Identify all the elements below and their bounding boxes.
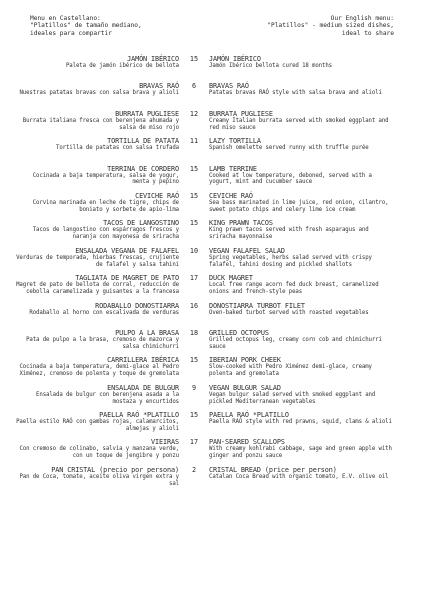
spanish-dish-name: VIEIRAS: [151, 438, 179, 447]
english-dish-description: Oven-baked turbot served with roasted vegetables: [209, 309, 369, 316]
menu-item: [0, 302, 424, 329]
menu-item: [0, 247, 424, 274]
english-description-block: [209, 329, 399, 356]
spanish-description-block: [0, 329, 179, 356]
spanish-dish-description: Pata de pulpo a la brasa, cremoso de mazorca y salsa chimichurri: [26, 336, 179, 350]
menu-items: [0, 55, 424, 493]
english-description-block: [209, 110, 399, 137]
menu-item: [0, 137, 424, 164]
spanish-dish-description: Cocinada a baja temperatura, salsa de yogur, menta y pepino: [32, 172, 179, 186]
spanish-dish-description: Ensalada de bulgur con berenjena asada a la mostaza y encurtidos: [36, 391, 179, 405]
english-dish-name: LAZY TORTILLA: [209, 137, 261, 146]
spanish-dish-name: TACOS DE LANGOSTINO: [103, 219, 179, 228]
spanish-description-block: [0, 55, 179, 82]
english-dish-description: Catalan Coca Bread with organic tomato, E.V. olive oil: [209, 473, 389, 480]
spanish-dish-description: Paella estilo RAÓ con gambas rojas, calamarcitos, almejas y alioli: [16, 419, 179, 432]
spanish-description-block: [0, 192, 179, 219]
english-description-block: [209, 192, 399, 219]
english-dish-description: With creamy kohlrabi cabbage, sage and green apple with ginger and ponzu sauce: [209, 446, 392, 460]
dish-price: 15: [189, 411, 199, 420]
english-header-line: ideal to share: [341, 29, 394, 37]
spanish-dish-description: Verduras de temporada, hierbas frescas, crujiente de falafel y salsa tahini: [16, 254, 179, 268]
english-dish-description: Paella RAÓ style with red prawns, squid, clams & alioli: [209, 419, 392, 426]
spanish-dish-description: Con cremoso de colinabo, salvia y manzana verde, con un toque de jengibre y ponzu: [19, 446, 179, 460]
dish-price: 18: [189, 328, 199, 337]
english-dish-description: Creamy Italian burrata served with smoked eggplant and red miso sauce: [209, 117, 389, 131]
spanish-dish-description: Burrata italiana fresca con berenjena ahumada y salsa de miso rojo: [22, 117, 179, 131]
menu-header: [30, 15, 394, 43]
spanish-dish-name: PULPO A LA BRASA: [115, 328, 179, 337]
english-description-block: [209, 247, 399, 274]
spanish-dish-name: TAGLIATA DE MAGRET DE PATO: [75, 274, 179, 283]
dish-price: 17: [189, 438, 199, 447]
dish-price: 16: [189, 301, 199, 310]
english-dish-name: PAELLA RAÓ *PLATILLO: [209, 411, 289, 420]
spanish-dish-name: TERRINA DE CORDERO: [107, 164, 179, 173]
dish-price: 6: [191, 82, 197, 91]
menu-item: [0, 165, 424, 192]
dish-price: 12: [189, 109, 199, 118]
menu-item: [0, 82, 424, 109]
english-dish-name: GRILLED OCTOPUS: [209, 328, 269, 337]
english-description-block: [209, 274, 399, 301]
spanish-dish-description: Paleta de jamón ibérico de bellota: [65, 63, 179, 69]
spanish-dish-name: ENSALADA VEGANA DE FALAFEL: [75, 246, 179, 255]
dish-price: 17: [189, 274, 199, 283]
english-dish-name: LAMB TERRINE: [209, 164, 257, 173]
menu-item: [0, 384, 424, 411]
spanish-dish-name: PAELLA RAÓ *PLATILLO: [99, 411, 179, 420]
english-description-block: [209, 137, 399, 164]
spanish-description-block: [0, 110, 179, 137]
spanish-dish-name: CARRILLERA IBÉRICA: [107, 356, 179, 365]
spanish-dish-name: PAN CRISTAL (precio por persona): [51, 465, 179, 474]
spanish-description-block: [0, 302, 179, 329]
english-dish-description: Vegan bulgur salad served with smoked eggplant and pickled Mediterranean vegetables: [209, 391, 376, 405]
dish-price: 11: [189, 137, 199, 146]
spanish-dish-description: Rodaballo al horno con escalivada de verduras: [29, 309, 179, 316]
spanish-description-block: [0, 247, 179, 274]
english-dish-description: Grilled octopus leg, creamy corn cob and chimichurri sauce: [209, 336, 382, 350]
english-description-block: [209, 82, 399, 109]
dish-price: 15: [189, 164, 199, 173]
spanish-dish-name: RODABALLO DONOSTIARRA: [95, 301, 179, 310]
english-description-block: [209, 356, 399, 383]
dish-price: 15: [189, 191, 199, 200]
spanish-dish-description: Tortilla de patatas con salsa trufada: [56, 145, 179, 152]
spanish-dish-name: BRAVAS RAÓ: [139, 82, 179, 91]
english-dish-description: Spanish omelette served runny with truffle purée: [209, 145, 369, 152]
english-dish-name: CRISTAL BREAD (price per person): [209, 465, 337, 474]
menu-item: [0, 466, 424, 493]
menu-item: [0, 274, 424, 301]
spanish-dish-description: Tacos de langostino con espárragos frescos y naranja con mayonesa de sriracha: [32, 227, 179, 241]
menu-item: [0, 219, 424, 246]
english-description-block: [209, 384, 399, 411]
menu-item: [0, 411, 424, 438]
spanish-description-block: [0, 274, 179, 301]
english-description-block: [209, 411, 399, 438]
spanish-dish-name: JAMÓN IBÉRICO: [127, 55, 179, 63]
spanish-header: [30, 15, 180, 37]
english-dish-description: Local free range acorn fed duck breast, caramelized onions and french-style peas: [209, 282, 379, 296]
english-dish-name: CEVICHE RAÓ: [209, 191, 253, 200]
spanish-description-block: [0, 165, 179, 192]
spanish-description-block: [0, 384, 179, 411]
english-header-line: "Platillos" - medium sized dishes,: [267, 22, 394, 30]
english-dish-description: Patatas bravas RAÓ style with salsa brava and alioli: [209, 90, 382, 97]
english-dish-name: PAN-SEARED SCALLOPS: [209, 438, 285, 447]
english-dish-description: King prawn tacos served with fresh asparagus and sriracha mayonnaise: [209, 227, 369, 241]
english-dish-description: Jamón Ibérico bellota cured 18 months: [209, 63, 332, 69]
spanish-dish-description: Corvina marinada en leche de tigre, chips de boniato y sorbete de apio-lima: [32, 199, 179, 213]
english-description-block: [209, 55, 399, 82]
dish-price: 10: [189, 246, 199, 255]
dish-price: 15: [189, 55, 199, 63]
english-dish-name: VEGAN FALAFEL SALAD: [209, 246, 285, 255]
menu-item: [0, 438, 424, 465]
english-description-block: [209, 302, 399, 329]
spanish-dish-name: ENSALADA DE BULGUR: [107, 383, 179, 392]
spanish-dish-name: BURRATA PUGLIESE: [115, 109, 179, 118]
english-header: [244, 15, 394, 37]
spanish-header-line: "Platillos" de tamaño mediano,: [30, 22, 142, 30]
menu-item: [0, 329, 424, 356]
english-dish-name: DONOSTIARRA TURBOT FILET: [209, 301, 305, 310]
english-dish-description: Spring vegetables, herbs salad served with crispy falafel, tahini dosing and pickled shallots: [209, 254, 372, 268]
english-description-block: [209, 165, 399, 192]
spanish-description-block: [0, 356, 179, 383]
menu-item: [0, 55, 424, 82]
spanish-dish-description: Cocinada a baja temperatura, demi-glace al Pedro Ximénez, cremoso de polenta y toque de gremolata: [19, 364, 179, 378]
spanish-dish-description: Magret de pato de bellota de corral, reducción de cebolla caramelizada y guisantes a la francesa: [16, 282, 179, 296]
english-dish-name: IBERIAN PORK CHEEK: [209, 356, 281, 365]
english-dish-name: BRAVAS RAÓ: [209, 82, 249, 91]
dish-price: 2: [191, 465, 197, 474]
menu-item: [0, 356, 424, 383]
spanish-description-block: [0, 137, 179, 164]
english-description-block: [209, 466, 399, 493]
english-dish-name: DUCK MAGRET: [209, 274, 253, 283]
dish-price: 9: [191, 383, 197, 392]
dish-price: 15: [189, 219, 199, 228]
spanish-header-line: Menu en Castellano:: [30, 15, 101, 22]
english-dish-name: BURRATA PUGLIESE: [209, 109, 273, 118]
spanish-description-block: [0, 411, 179, 438]
english-dish-description: Cooked at low temperature, deboned, served with a yogurt, mint and cucumber sauce: [209, 172, 372, 186]
english-dish-description: Sea bass marinated in lime juice, red onion, cilantro, sweet potato chips and celery lime ice cream: [209, 199, 389, 213]
menu-item: [0, 110, 424, 137]
english-description-block: [209, 219, 399, 246]
spanish-dish-description: Nuestras patatas bravas con salsa brava y alioli: [19, 90, 179, 97]
spanish-header-line: ideales para compartir: [30, 29, 112, 37]
spanish-dish-description: Pan de Coca, tomate, aceite oliva virgen extra y sal: [19, 473, 179, 487]
spanish-description-block: [0, 82, 179, 109]
spanish-dish-name: CEVICHE RAÓ: [135, 191, 179, 200]
english-dish-name: KING PRAWN TACOS: [209, 219, 273, 228]
menu-item: [0, 192, 424, 219]
spanish-description-block: [0, 466, 179, 493]
spanish-description-block: [0, 438, 179, 465]
english-header-line: Our English menu:: [330, 15, 394, 22]
english-dish-name: VEGAN BULGUR SALAD: [209, 383, 281, 392]
english-dish-description: Slow-cooked with Pedro Ximénez demi-glace, creamy polenta and gremolata: [209, 364, 372, 378]
spanish-description-block: [0, 219, 179, 246]
english-description-block: [209, 438, 399, 465]
dish-price: 15: [189, 356, 199, 365]
spanish-dish-name: TORTILLA DE PATATA: [107, 137, 179, 146]
english-dish-name: JAMÓN IBÉRICO: [209, 55, 261, 63]
